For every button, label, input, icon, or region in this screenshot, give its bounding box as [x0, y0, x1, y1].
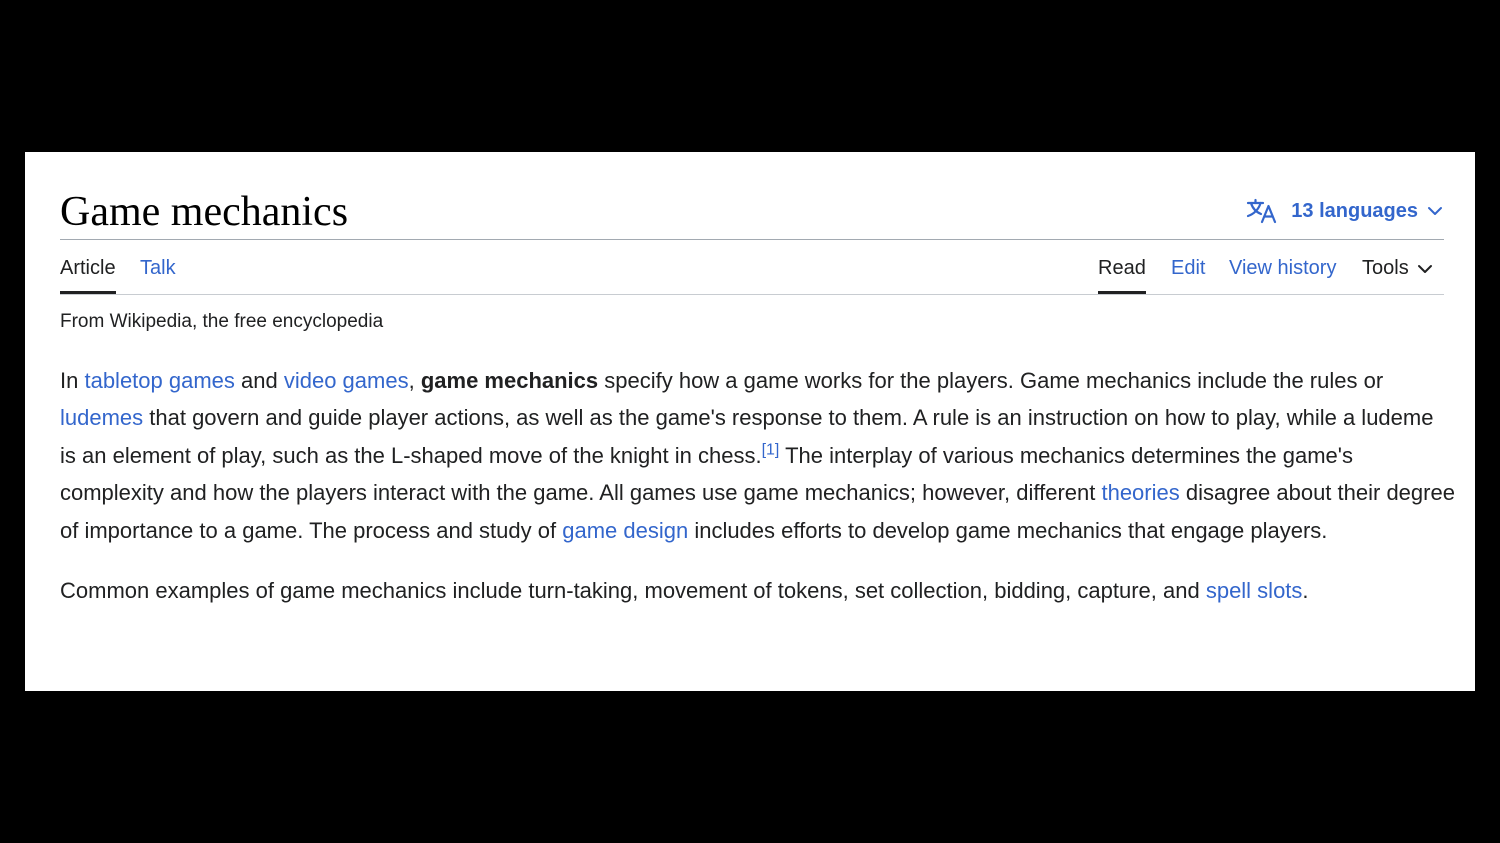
tab-article[interactable]: Article: [60, 255, 116, 293]
tab-talk[interactable]: Talk: [140, 257, 176, 279]
languages-button[interactable]: [1246, 198, 1444, 224]
chevron-down-icon: [1427, 203, 1443, 219]
paragraph-examples: [60, 572, 1455, 609]
text-span: .: [1302, 578, 1309, 604]
paragraph-intro: [60, 362, 1455, 549]
tab-read[interactable]: Read: [1098, 255, 1146, 293]
link-ludemes[interactable]: ludemes: [60, 405, 144, 431]
text-span: The interplay of various mechanics determines the game's complexity and how the players interact with the game. All games use game mechanics; however, different: [60, 442, 1353, 506]
link-spell-slots[interactable]: spell slots: [1205, 578, 1303, 604]
languages-label: 13 languages: [1291, 199, 1418, 222]
text-span: that govern and guide player actions, as well as the game's response to them. A rule is an instruction on how to play, while a ludeme is an element of play, such as the L-shaped move of the knight in chess.: [60, 405, 1434, 468]
page-title: Game mechanics: [60, 189, 349, 235]
tools-label: Tools: [1362, 257, 1409, 279]
text-span: ,: [408, 368, 421, 393]
article-body: [60, 362, 1455, 609]
translate-icon: [1246, 198, 1278, 224]
reference-link-1[interactable]: [1]: [761, 441, 780, 459]
page-tabs: [60, 240, 1444, 295]
text-span: In: [60, 368, 85, 393]
link-video-games[interactable]: video games: [283, 368, 409, 393]
site-tagline: From Wikipedia, the free encyclopedia: [60, 311, 384, 332]
link-tabletop-games[interactable]: tabletop games: [84, 368, 235, 393]
tab-view-history[interactable]: View history: [1229, 257, 1337, 279]
text-span: specify how a game works for the players. Game mechanics include the rules or: [598, 368, 1384, 393]
title-bar: [60, 186, 1444, 240]
text-span: and: [234, 368, 284, 393]
bold-term: game mechanics: [420, 368, 599, 393]
text-span: Common examples of game mechanics include turn-taking, movement of tokens, set collection, bidding, capture, and: [60, 578, 1206, 604]
chevron-down-icon: [1417, 261, 1433, 277]
tools-menu[interactable]: [1362, 255, 1433, 293]
text-span: disagree about their degree of importance to a game. The process and study of: [60, 480, 1455, 543]
article-panel: [25, 152, 1475, 691]
tab-edit[interactable]: Edit: [1171, 257, 1206, 279]
link-game-design[interactable]: game design: [562, 517, 689, 543]
text-span: includes efforts to develop game mechanics that engage players.: [688, 517, 1328, 543]
link-theories[interactable]: theories: [1101, 480, 1180, 506]
